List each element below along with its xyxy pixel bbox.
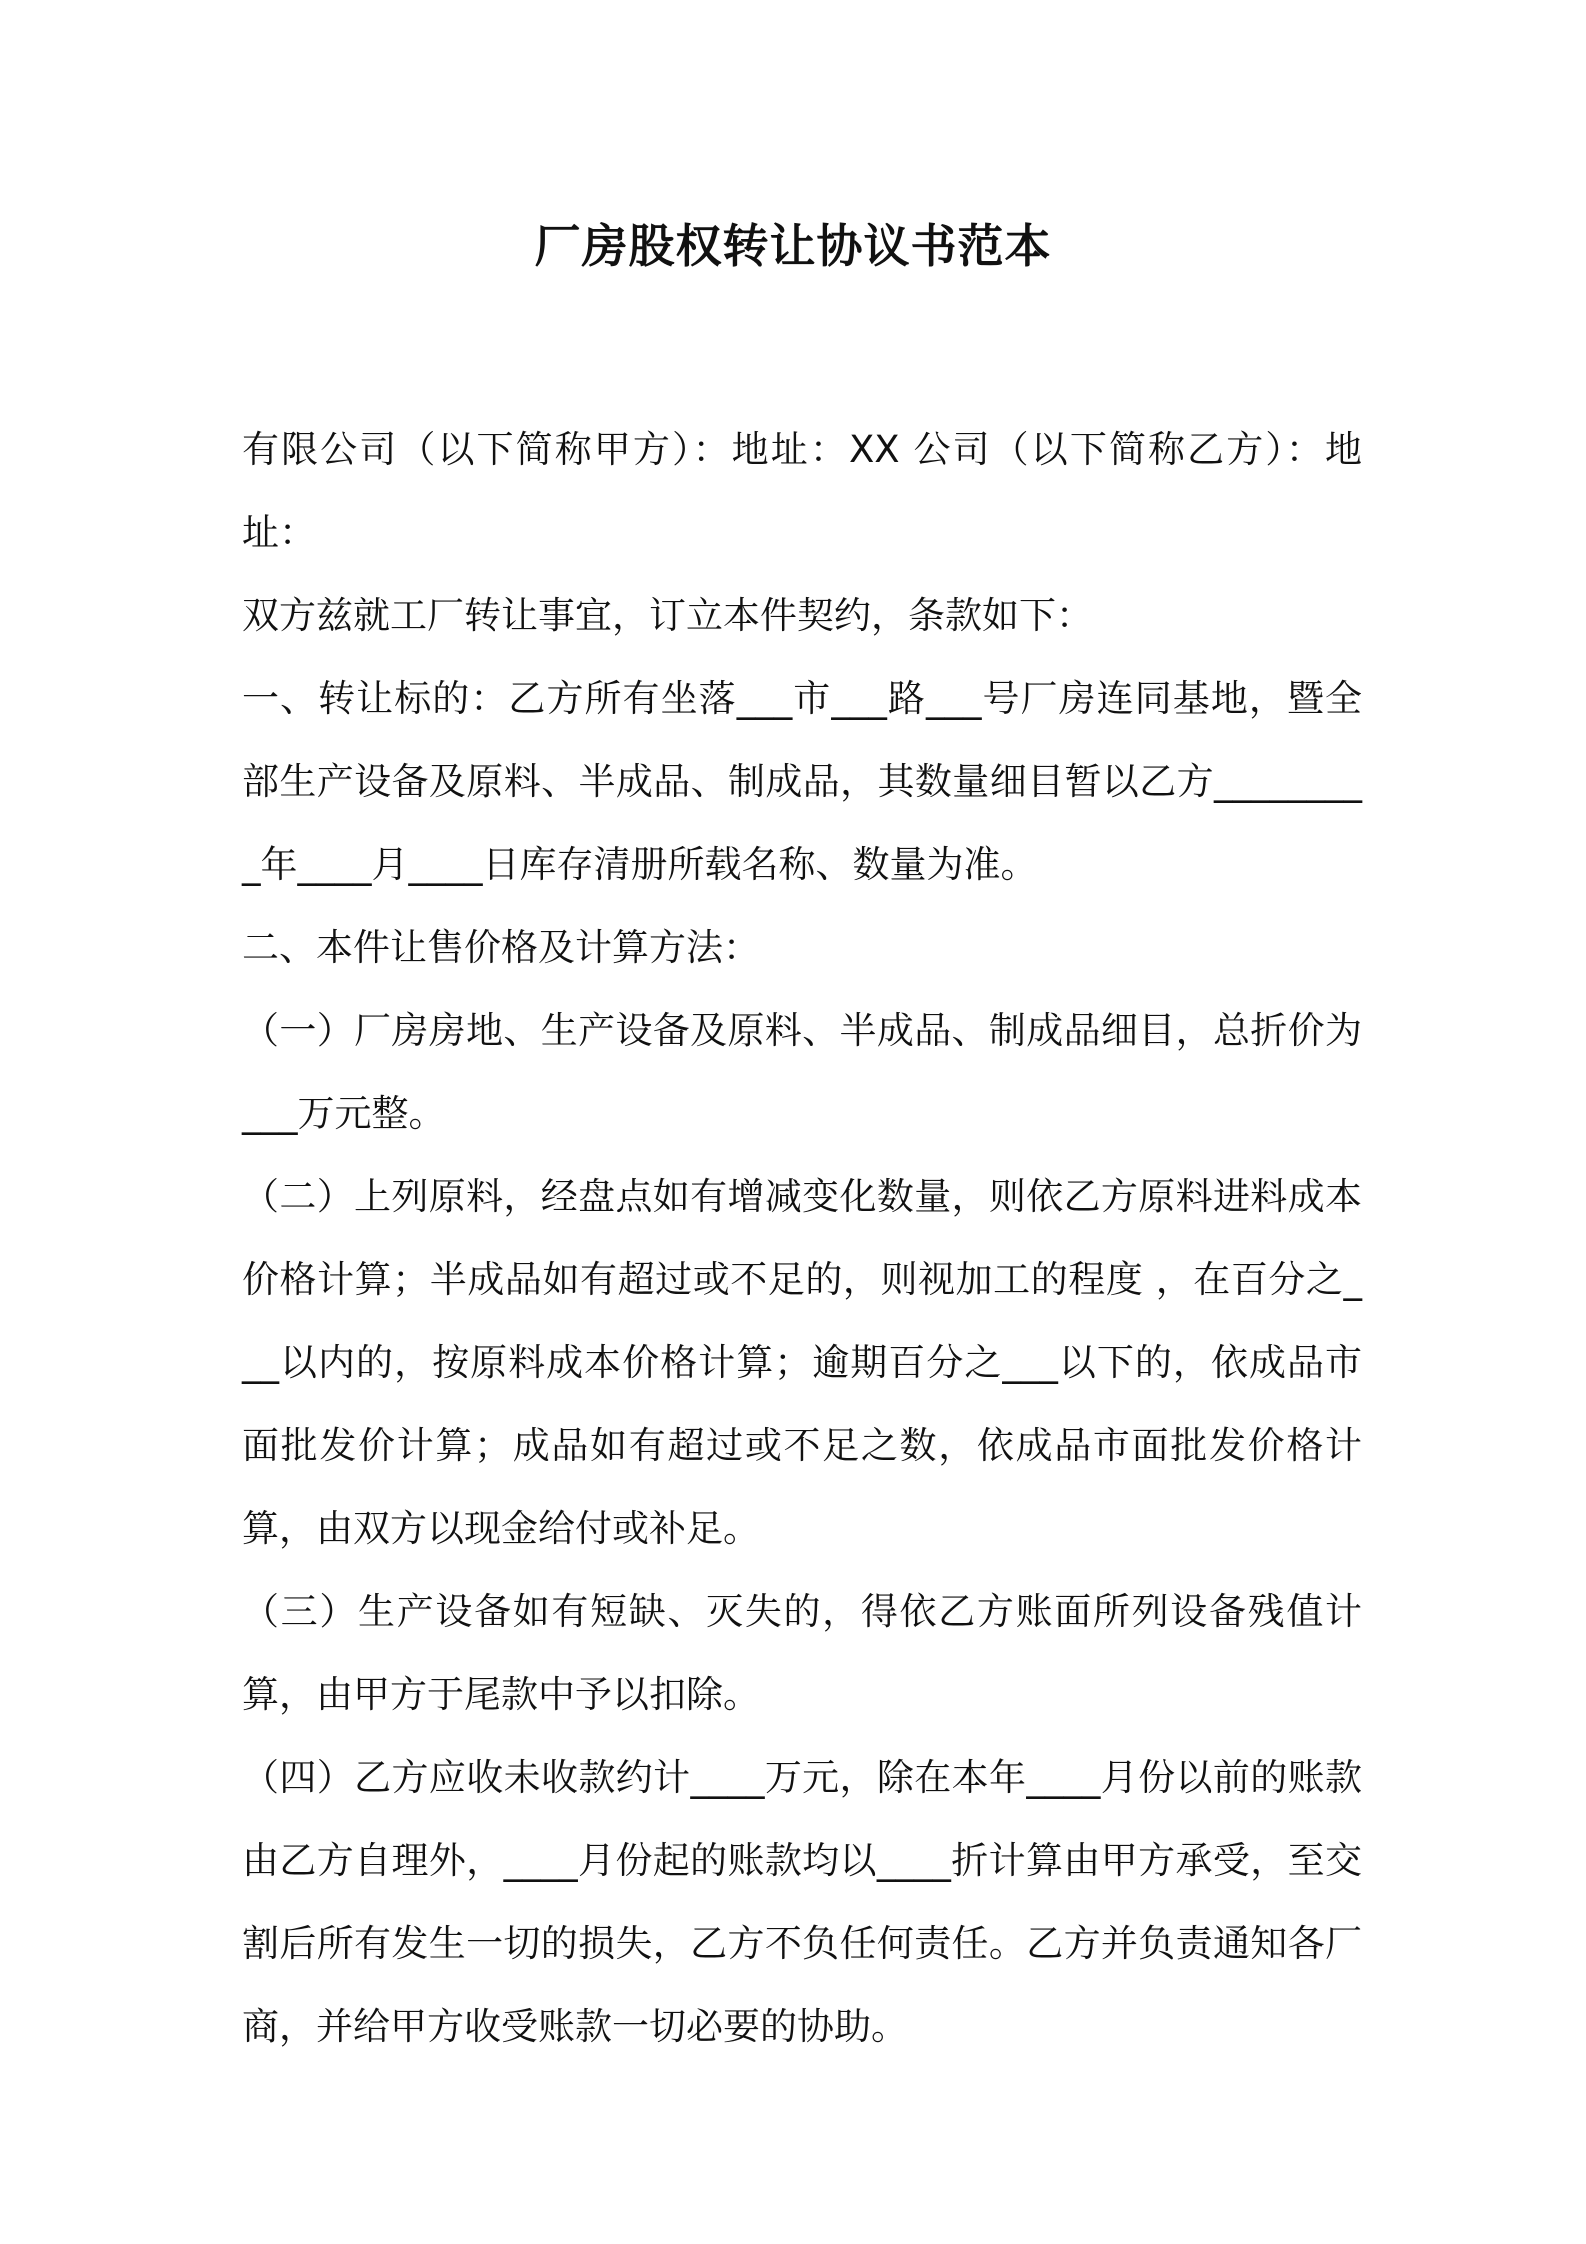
document-title: 厂房股权转让协议书范本: [534, 219, 1052, 273]
document-body: [242, 408, 1362, 2068]
paragraph-clause-2-2: （二）上列原料，经盘点如有增减变化数量，则依乙方原料进料成本价格计算；半成品如有超过或不足的，则视加工的程度 ，在百分之___以内的，按原料成本价格计算；逾期百分之___以下的，依成品市面批发价计算；成品如有超过或不足之数，依成品市面批发价格计算，由双方以现金给付或补足。: [242, 1175, 1362, 1550]
paragraph-intro: 双方兹就工厂转让事宜，订立本件契约，条款如下：: [242, 594, 1093, 637]
paragraph-clause-2-4: （四）乙方应收未收款约计____万元，除在本年____月份以前的账款由乙方自理外，____月份起的账款均以____折计算由甲方承受，至交割后所有发生一切的损失，乙方不负任何责任。乙方并负责通知各厂商，并给甲方收受账款一切必要的协助。: [242, 1756, 1362, 2048]
paragraph-clause-1: 一、转让标的：乙方所有坐落___市___路___号厂房连同基地，暨全部生产设备及原料、半成品、制成品，其数量细目暂以乙方_________年____月____日库存清册所载名称、数量为准。: [242, 677, 1362, 886]
paragraph-clause-2-1: （一）厂房房地、生产设备及原料、半成品、制成品细目，总折价为___万元整。: [242, 1009, 1362, 1135]
paragraph-clause-2-heading: 二、本件让售价格及计算方法：: [242, 926, 760, 969]
paragraph-parties: 有限公司（以下简称甲方）：地址：XX 公司（以下简称乙方）：地址：: [242, 428, 1362, 554]
paragraph-clause-2-3: （三）生产设备如有短缺、灭失的，得依乙方账面所列设备残值计算，由甲方于尾款中予以扣除。: [242, 1590, 1362, 1716]
